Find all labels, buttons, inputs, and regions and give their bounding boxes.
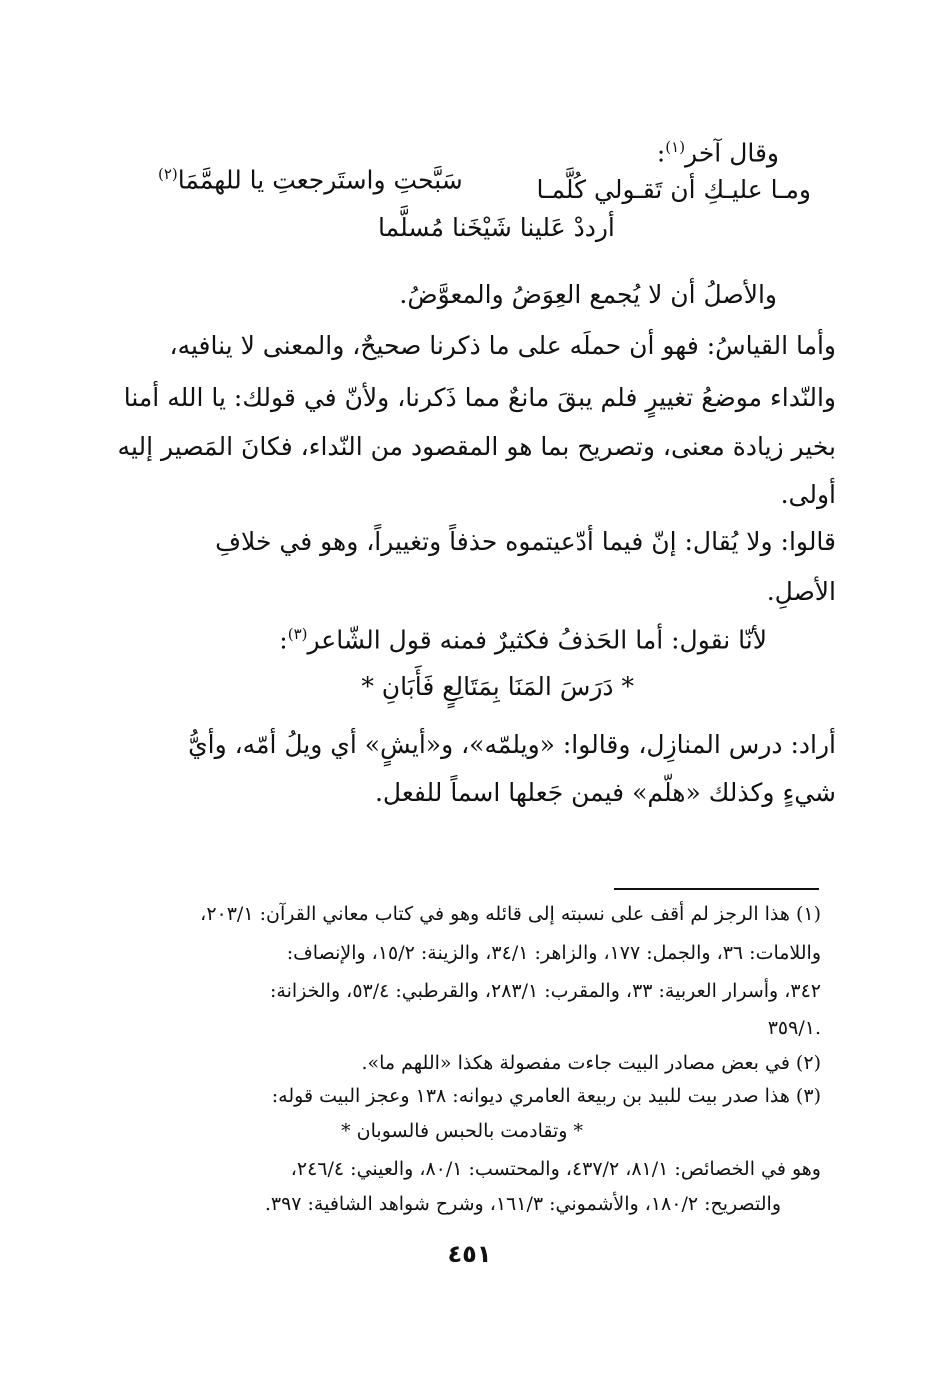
footnote-1-line-3: ٣٤٢، وأسرار العربية: ٣٣، والمقرب: ٢٨٣/١، والقرطبي: ٥٣/٤، والخزانة:: [269, 980, 821, 1002]
footnote-ref-2: (٢): [158, 165, 178, 183]
paragraph-3-line-2: الأصلِ.: [766, 577, 836, 606]
footnote-ref-3: (٣): [287, 625, 308, 643]
paragraph-5-line-2: شيءٍ وكذلك «هلّم» فيمن جَعلها اسماً للفعل.: [374, 778, 836, 807]
paragraph-5-line-1: أراد: درس المنازِل، وقالوا: «ويلمّه»، و«أيشٍ» أي ويلُ أمّه، وأيُّ: [188, 730, 836, 759]
paragraph-2-line-4: أولى.: [780, 480, 836, 509]
paragraph-2-line-2: والنّداء موضعُ تغييرٍ فلم يبقَ مانعٌ مما ذَكرنا، ولأنّ في قولك: يا الله أمنا: [123, 383, 836, 412]
paragraph-2-line-1: وأما القياسُ: فهو أن حملَه على ما ذكرنا صحيحٌ، والمعنى لا ينافيه،: [169, 331, 836, 360]
footnote-3-line-1: (٣) هذا صدر بيت للبيد بن ربيعة العامري ديوانه: ١٣٨ وعجز البيت قوله:: [271, 1085, 821, 1107]
paragraph-2-line-3: بخير زيادة معنى، وتصريح بما هو المقصود من النّداء، فكانَ المَصير إليه: [117, 432, 836, 461]
footnote-1-line-1: (١) هذا الرجز لم أقف على نسبته إلى قائله وهو في كتاب معاني القرآن: ٢٠٣/١،: [200, 903, 821, 925]
footnote-2: (٢) في بعض مصادر البيت جاءت مفصولة هكذا «اللهم ما».: [361, 1052, 821, 1074]
intro-line: [657, 138, 779, 167]
footnote-3-verse: * وتقادمت بالحبس فالسوبان *: [341, 1120, 583, 1142]
paragraph-1: والأصلُ أن لا يُجمع العِوَضُ والمعوَّضُ.: [399, 280, 777, 309]
verse-3: * دَرَسَ المَنَا بِمَتَالِعٍ فَأَبَانِ *: [361, 672, 634, 701]
footnote-separator: [614, 888, 819, 890]
footnote-1-line-2: واللامات: ٣٦، والجمل: ١٧٧، والزاهر: ٣٤/١، والزينة: ١٥/٢، والإنصاف:: [286, 942, 821, 964]
verse-1-first-hemistich: ومـا عليـكِ أن تَقـولي كُلَّمـا: [536, 175, 811, 204]
paragraph-4: لأنّا نقول: أما الحَذفُ فكثيرٌ فمنه قول الشّاعر$^{(٣)}$:: [279, 625, 767, 655]
footnote-1-line-4: ٣٥٩/١.: [767, 1017, 821, 1039]
verse-2: أرددْ عَلينا شَيْخَنا مُسلَّما: [378, 213, 615, 242]
verse-1-second-hemistich: سَبَّحتِ واستَرجعتِ يا للهمَّمَا$^{(٢)}$: [158, 165, 463, 195]
paragraph-3-line-1: قالوا: ولا يُقال: إنّ فيما أدّعيتموه حذفاً وتغييراً، وهو في خلافِ: [215, 527, 836, 556]
page-number: ٤٥١: [447, 1240, 492, 1268]
intro-text: وقال آخر: [685, 138, 779, 168]
footnote-3-line-4: والتصريح: ١٨٠/٢، والأشموني: ١٦١/٣، وشرح شواهد الشافية: ٣٩٧.: [264, 1193, 781, 1215]
intro-colon: :: [656, 138, 666, 168]
footnote-3-line-3: وهو في الخصائص: ٨١/١، ٤٣٧/٢، والمحتسب: ٨٠/١، والعيني: ٢٤٦/٤،: [290, 1158, 821, 1180]
footnote-ref-1: (١): [665, 138, 686, 156]
